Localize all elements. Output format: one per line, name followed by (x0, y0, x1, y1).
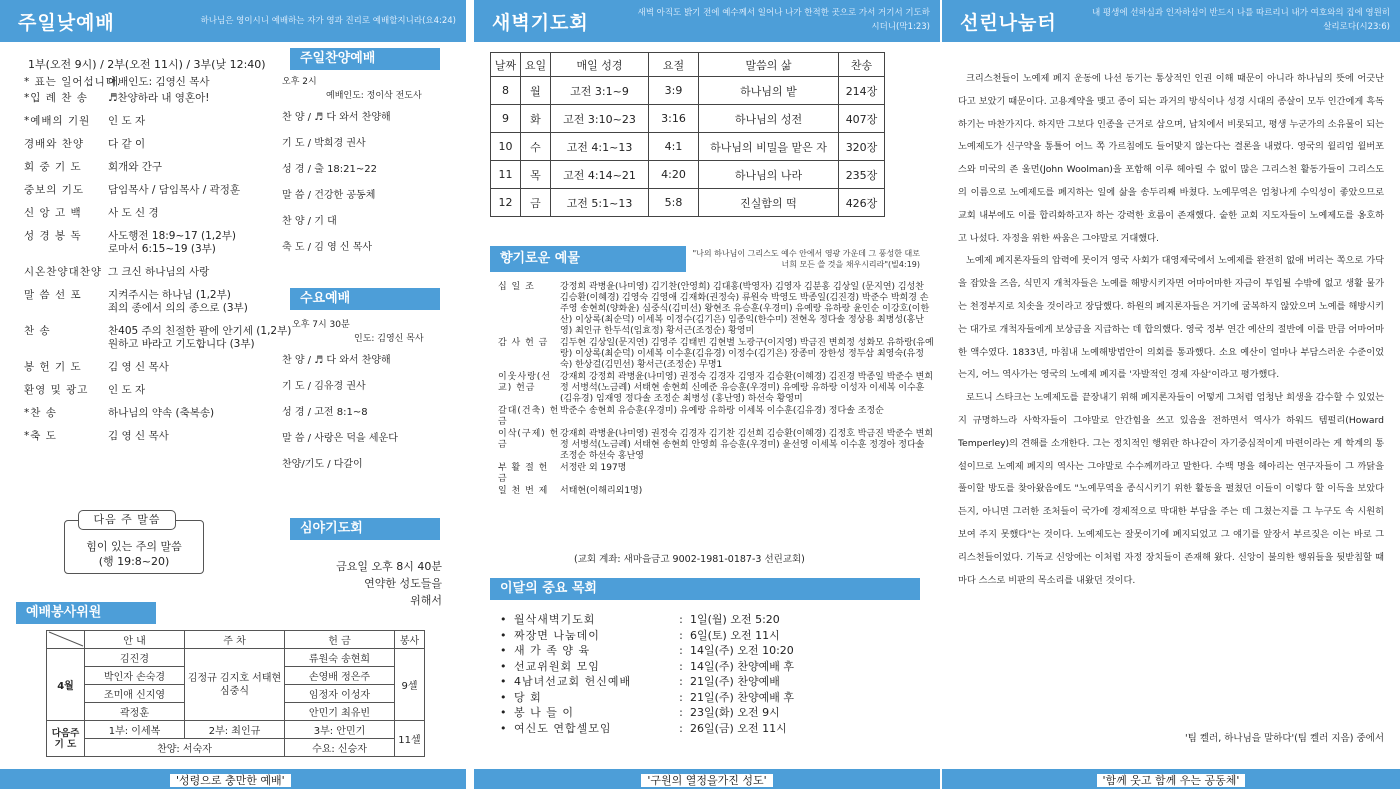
order-value: 예배인도: 김영신 목사 (108, 76, 210, 88)
wednesday-leader: 인도: 김영신 목사 (354, 334, 424, 344)
order-value: 사도행전 18:9~17 (1,2부) (108, 230, 237, 242)
bullet-icon: • (500, 675, 507, 688)
wednesday-line: 말 씀 / 사랑은 덕을 세운다 (282, 433, 398, 444)
bible-verse: 3:9 (649, 77, 699, 105)
colon-separator: : (679, 644, 683, 657)
duty-header-parking: 주 차 (185, 631, 285, 649)
event-date: 1일(월) 오전 5:20 (690, 613, 780, 626)
wednesday-line: 찬양/기도 / 다갈이 (282, 459, 363, 470)
event-date: 21일(주) 찬양예배 (690, 675, 780, 688)
duty-next-serve: 11셀 (395, 721, 425, 757)
bible-date: 8 (491, 77, 521, 105)
duty-guide: 박인자 손숙경 (85, 667, 185, 685)
event-item (500, 612, 900, 628)
events-list (500, 612, 900, 736)
offering-row (494, 372, 934, 405)
event-item (500, 628, 900, 644)
sharing-header (942, 0, 1400, 42)
order-label (24, 243, 108, 266)
order-row (24, 243, 284, 266)
bible-header-reading: 매일 성경 (551, 53, 649, 77)
order-label: 신 앙 고 백 (24, 207, 82, 219)
event-item (500, 659, 900, 675)
order-value: 인 도 자 (108, 384, 146, 396)
worship-order (24, 76, 292, 453)
order-value: 그 크신 하나님의 사랑 (108, 266, 210, 278)
event-name: 여신도 연합셀모임 (514, 721, 612, 735)
offering-row (494, 282, 934, 337)
event-item (500, 705, 900, 721)
order-value: 김 영 신 목사 (108, 361, 169, 373)
offering-label: 부 활 절 헌 금 (498, 463, 549, 484)
event-item (500, 690, 900, 706)
wednesday-line: 성 경 / 고전 8:1~8 (282, 407, 368, 418)
duty-offering: 손영배 정은주 (285, 667, 395, 685)
order-row (24, 384, 284, 407)
bible-verse: 4:20 (649, 161, 699, 189)
bible-date: 9 (491, 105, 521, 133)
night-prayer-text (300, 558, 442, 609)
duty-next-3: 3부: 안민기 (285, 721, 395, 739)
event-date: 14일(주) 오전 10:20 (690, 644, 794, 657)
order-row (24, 361, 284, 384)
bible-date: 12 (491, 189, 521, 217)
order-label: 회 중 기 도 (24, 161, 82, 173)
duty-guide: 조미애 신지영 (85, 685, 185, 703)
offering-row (494, 486, 934, 497)
sunday-worship-title: 주일낮예배 (18, 12, 115, 34)
order-row (24, 338, 284, 361)
offering-label: 십 일 조 (498, 282, 535, 292)
bible-day: 수 (521, 133, 551, 161)
sharing-footer (942, 769, 1400, 789)
event-date: 14일(주) 찬양예배 후 (690, 659, 794, 673)
order-label: *찬 송 (24, 407, 57, 419)
essay-source: '팀 켈러, 하나님을 말하다'(팀 켈러 지음) 중에서 (1185, 733, 1384, 744)
order-row (24, 207, 284, 230)
worship-column (0, 0, 466, 789)
night-prayer-line: 위해서 (410, 594, 442, 607)
bible-reading: 고전 3:1~9 (551, 77, 649, 105)
praise-line: 기 도 / 박희경 권사 (282, 138, 366, 149)
praise-line: 성 경 / 출 18:21~22 (282, 164, 377, 175)
order-row (24, 407, 284, 430)
essay-paragraph: 로드니 스타크는 노예제도를 끝장내기 위해 폐지론자들이 어떻게 그처럼 엄청난 희생을 감수할 수 있었는지 규명하느라 사학자들이 그야말로 안간힘을 쓰고 있음을 전하면서 역사가 하워드 템펄리(Howard Temperley)의 견해를 소개한다. 그는 정치적인 행위란 하나같이 자기중심적이게 마련이라는 게 학계의 통설이므로 노예제 폐지의 역사는 그야말로 수수께끼라고 말한다. 수백 명을 헤아리는 연구자들이 그 까닭을 풀이할 방도를 찾아왔음에도 "노예무역을 종식시키기 위한 활동을 펼쳤던 이들이 이렇다 할 이득을 보았다든지, 아니면 그러한 조처들이 국가에 경제적으로 막대한 부담을 주는 데 그쳤는지를 그 누구도 속 시원히 보여 주지 못했다"는 것이다. 노예제도는 잘못이기에 폐지되었고 그 얘기를 앞장서 부르짖은 이는 바로 그리스천들이었다. 기독교 신앙에는 이처럼 자정 장치들이 존재해 왔다. 신앙이 불의한 행위들을 뒷받침할 때마다 스스로 비판의 목소리를 내왔던 것이다. (958, 392, 1384, 586)
offering-list (494, 282, 934, 498)
order-value: 지켜주시는 하나님 (1,2부) (108, 289, 231, 301)
sharing-slogan: '함께 웃고 함께 우는 공동체' (1097, 774, 1246, 787)
order-value: 인 도 자 (108, 115, 146, 127)
order-row (24, 430, 284, 453)
bible-table-header (491, 53, 885, 77)
praise-leader: 예배인도: 정이삭 전도사 (326, 91, 422, 101)
colon-separator: : (679, 628, 683, 642)
wednesday-line: 기 도 / 김유경 권사 (282, 381, 366, 392)
event-name: 월삭새벽기도회 (514, 613, 596, 626)
bible-verse: 4:1 (649, 133, 699, 161)
bullet-icon: • (500, 721, 507, 735)
bible-hymn: 214장 (839, 77, 885, 105)
order-label: 환영 및 광고 (24, 384, 89, 396)
sharing-verse: 내 평생에 선하심과 인자하심이 반드시 나를 따르리니 내가 여호와의 집에 영원히 살리로다(시23:6) (1092, 8, 1390, 32)
order-label: 찬 송 (24, 325, 51, 337)
offering-row (494, 338, 934, 371)
order-row (24, 266, 284, 289)
event-date: 26일(금) 오전 11시 (690, 721, 787, 735)
bullet-icon: • (500, 644, 507, 657)
duty-offering: 안민기 최유빈 (285, 703, 395, 721)
bible-day: 월 (521, 77, 551, 105)
bible-date: 11 (491, 161, 521, 189)
bible-hymn: 235장 (839, 161, 885, 189)
essay-body (958, 68, 1384, 592)
church-account: (교회 계좌: 새마을금고 9002-1981-0187-3 선린교회) (574, 554, 805, 565)
order-value: 죄의 종에서 의의 종으로 (3부) (108, 302, 248, 314)
offering-names: 서태현(이해리외1명) (560, 486, 643, 496)
bible-reading: 고전 4:1~13 (551, 133, 649, 161)
order-label: *축 도 (24, 430, 57, 442)
praise-time: 오후 2시 (282, 77, 317, 87)
colon-separator: : (679, 706, 683, 719)
duty-guide: 곽정훈 (85, 703, 185, 721)
event-name: 새 가 족 양 육 (514, 644, 591, 657)
event-name: 선교위원회 모임 (514, 659, 600, 673)
duty-month: 4월 (47, 649, 85, 721)
wednesday-time: 오후 7시 30분 (292, 320, 350, 330)
praise-line: 축 도 / 김 영 신 목사 (282, 242, 373, 253)
bullet-icon: • (500, 706, 507, 719)
bible-header-hymn: 찬송 (839, 53, 885, 77)
essay-paragraph: 크리스천들이 노예제 폐지 운동에 나선 동기는 통상적인 인권 이해 때문이 아니라 하나님의 뜻에 어긋난다고 보았기 때문이다. 고용계약을 맺고 종이 되는 과거의 방식이나 성경 시대의 종살이 모두 인간에게 흑독하기는 마찬가지다. 하지만 그보다 인종을 근거로 삼으며, 납치에서 비롯되고, 평생 누군가의 소유물이 되는 노예제도가 신구약을 통틀어 어느 쪽 가르침에도 들어맞지 않는다는 결론을 내렸다. 영국의 윌리엄 윌버포스와 미국의 존 울먼(John Woolman)을 포함해 이루 헤아릴 수 없이 많은 그리스천 활동가들이 그리스도의 이름으로 노예제도를 폐지하는 일에 삶을 송두리째 바쳤다. 노예무역은 엄청나게 수익성이 좋았으므로 교회 내부에도 이를 합리화하고자 하는 강력한 흐름이 존재했다. 숱한 교회 지도자들이 노예제도를 옹호하고 나섰다. 자정을 위한 싸움은 그야말로 거대했다. (958, 73, 1384, 244)
colon-separator: : (679, 690, 683, 704)
event-item (500, 643, 900, 659)
duty-next-4: 찬양: 서숙자 (85, 739, 285, 757)
colon-separator: : (679, 675, 683, 688)
bible-day: 목 (521, 161, 551, 189)
sharing-column (942, 0, 1400, 789)
sharing-title: 선린나눔터 (960, 12, 1057, 34)
offering-names: 김두현 김상일(문지연) 김영주 김태빈 김현별 노광구(이지영) 박금진 변희정 성화모 유하랑(유예랑) 이상록(최순덕) 이세복 이수훈(김유경) 이정수(김기은) 장종미 장한성 정두삼 최영숙(유정숙) 한상걸(김민선) 황서근(조정순) 무명1 (560, 338, 934, 370)
next-week-ref: (행 19:8~20) (98, 555, 170, 568)
offering-row (494, 463, 934, 485)
event-item (500, 721, 900, 737)
offering-row (494, 406, 934, 428)
bible-header-day: 요일 (521, 53, 551, 77)
night-prayer-line: 금요일 오후 8시 40분 (336, 560, 442, 573)
event-name: 4남녀선교회 헌신예배 (514, 675, 632, 688)
offering-label: 일 천 번 제 (498, 486, 549, 496)
bible-hymn: 320장 (839, 133, 885, 161)
order-row (24, 138, 284, 161)
duty-head: 예배봉사위원 (16, 602, 156, 624)
bible-word: 하나님의 성전 (699, 105, 839, 133)
praise-worship-head: 주일찬양예배 (290, 48, 440, 70)
praise-worship-block (282, 74, 462, 264)
praise-line: 말 씀 / 건강한 공동체 (282, 190, 376, 201)
order-label: 봉 헌 기 도 (24, 361, 82, 373)
order-value: 사 도 신 경 (108, 207, 159, 219)
bullet-icon: • (500, 613, 507, 626)
colon-separator: : (679, 659, 683, 673)
duty-header-serve: 봉사 (395, 631, 425, 649)
event-item (500, 674, 900, 690)
order-row (24, 76, 284, 92)
service-times: 1부(오전 9시) / 2부(오전 11시) / 3부(낮 12:40) (28, 58, 266, 71)
order-value: 로마서 6:15~19 (3부) (108, 243, 216, 255)
bible-hymn: 407장 (839, 105, 885, 133)
next-week-title: 다음 주 말씀 (78, 510, 176, 530)
bible-reading: 고전 3:10~23 (551, 105, 649, 133)
order-row (24, 115, 284, 138)
order-value: 담임목사 / 담임목사 / 곽정훈 (108, 184, 240, 196)
bible-row (491, 105, 885, 133)
order-label: * 표는 일어섭니다. (24, 76, 122, 88)
duty-serve: 9셀 (395, 649, 425, 721)
order-label: *입 례 찬 송 (24, 92, 88, 104)
order-label: 시온찬양대찬양 (24, 266, 103, 278)
praise-line: 찬 양 / ♬ 다 와서 찬양해 (282, 112, 391, 123)
order-row (24, 184, 284, 207)
bible-word: 진실함의 떡 (699, 189, 839, 217)
order-value: 회개와 간구 (108, 161, 163, 173)
bible-reading: 고전 4:14~21 (551, 161, 649, 189)
bible-date: 10 (491, 133, 521, 161)
bible-row (491, 189, 885, 217)
sunday-worship-verse: 하나님은 영이시니 예배하는 자가 영과 진리로 예배할지니라(요4:24) (200, 16, 456, 26)
bible-word: 하나님의 밭 (699, 77, 839, 105)
bible-header-date: 날짜 (491, 53, 521, 77)
bible-verse: 3:16 (649, 105, 699, 133)
bullet-icon: • (500, 659, 507, 673)
events-head: 이달의 중요 목회 (490, 578, 920, 600)
bible-word: 하나님의 비밀을 맡은 자 (699, 133, 839, 161)
dawn-slogan: '구원의 열정을가진 성도' (641, 774, 772, 787)
offering-label: 이삭(구제) 헌금 (498, 429, 560, 450)
order-label: 성 경 봉 독 (24, 230, 82, 242)
bible-hymn: 426장 (839, 189, 885, 217)
offering-label: 이웃사랑(선교) 헌금 (498, 372, 551, 393)
event-name: 당 회 (514, 690, 542, 704)
offering-row (494, 429, 934, 462)
event-date: 6일(토) 오전 11시 (690, 628, 780, 642)
duty-offering: 류원숙 송현희 (285, 649, 395, 667)
duty-corner (47, 631, 85, 649)
worship-slogan: '성령으로 충만한 예배' (170, 774, 291, 787)
colon-separator: : (679, 721, 683, 735)
event-name: 짜장면 나눔데이 (514, 628, 600, 642)
duty-guide: 김진경 (85, 649, 185, 667)
bible-row (491, 77, 885, 105)
wednesday-worship-block (282, 317, 462, 481)
offering-label: 갈대(건축) 헌금 (498, 406, 560, 427)
dawn-prayer-title: 새벽기도회 (492, 12, 589, 34)
bible-word: 하나님의 나라 (699, 161, 839, 189)
praise-line: 찬 양 / 기 대 (282, 216, 337, 227)
praise-lines (282, 108, 462, 264)
order-value: 찬405 주의 친절한 팔에 안기세 (1,2부) (108, 325, 292, 337)
wednesday-worship-head: 수요예배 (290, 288, 440, 310)
colon-separator: : (679, 613, 683, 626)
duty-parking: 김정규 김지호 서태현 심중식 (185, 649, 285, 721)
order-value: 다 같 이 (108, 138, 146, 150)
dawn-footer (474, 769, 940, 789)
duty-next-2: 2부: 최인규 (185, 721, 285, 739)
offering-label: 감 사 헌 금 (498, 338, 549, 348)
wednesday-lines (282, 351, 462, 481)
bullet-icon: • (500, 628, 507, 642)
sunday-worship-header (0, 0, 466, 42)
dawn-prayer-header (474, 0, 940, 42)
duty-next-5: 수요: 신승자 (285, 739, 395, 757)
duty-header-offering: 헌 금 (285, 631, 395, 649)
order-value: 원하고 바라고 기도합니다 (3부) (108, 338, 255, 350)
worship-footer (0, 769, 466, 789)
wednesday-line: 찬 양 / ♬ 다 와서 찬양해 (282, 355, 391, 366)
duty-next-1: 1부: 이세복 (85, 721, 185, 739)
offering-names: 박준수 송현희 유승훈(우경미) 유예랑 유하랑 이세복 이수훈(김유경) 정다솔 조정순 (560, 406, 884, 416)
offering-names: 강재희 강정희 곽병윤(나미영) 권정숙 김경자 김영자 김승환(이혜경) 김진경 박종일 박준수 변희정 서병석(노금례) 서태현 송현희 신예준 유승훈(우경미) 유예랑 유하랑 이성자 이세복 이수훈(김유경) 임재영 정다솔 조정순 최병성 (홍난영) 하선숙 황영미 (560, 372, 934, 404)
duty-header-guide: 안 내 (85, 631, 185, 649)
dawn-prayer-verse: 새벽 아직도 밝기 전에 예수께서 일어나 나가 한적한 곳으로 가서 거기서 기도하시더니(막1:23) (637, 8, 930, 32)
daily-bible-table (490, 52, 885, 217)
order-value: 김 영 신 목사 (108, 430, 169, 442)
offering-names: 강재희 곽병윤(나미영) 권정숙 김경자 김기찬 김선희 김승환(이혜경) 김정호 박금진 박준수 변희정 서병석(노금례) 서태현 송현희 안영희 유승훈(우경미) 윤선영 이세복 이수훈 정경아 정다솔 조정순 하선숙 홍난영 (560, 429, 934, 461)
bullet-icon: • (500, 690, 507, 704)
order-value: 하나님의 약속 (축복송) (108, 407, 215, 419)
order-label: *예배의 기원 (24, 115, 91, 127)
event-date: 21일(주) 찬양예배 후 (690, 690, 794, 704)
order-row (24, 161, 284, 184)
bible-header-word: 말씀의 삶 (699, 53, 839, 77)
bible-verse: 5:8 (649, 189, 699, 217)
order-label: 말 씀 선 포 (24, 289, 82, 301)
event-date: 23일(화) 오전 9시 (690, 706, 780, 719)
offering-head: 향기로운 예물 (490, 246, 686, 272)
duty-offering: 임정자 이성자 (285, 685, 395, 703)
essay-paragraph: 노예제 폐지론자들의 압력에 못이겨 영국 사회가 대영제국에서 노예제를 완전히 없애 버리는 쪽으로 가닥을 잡았을 즈음, 식민지 개척자들은 노예를 해방시키자면 어마어마한 자금이 투입될 수밖에 없고 생활 물가는 천정부지로 치솟을 것이라고 장담했다. 하원의 폐지론자들은 거기에 굴복하지 않았으며 노예를 해방시키는 대가로 개척자들에게 보상금을 지급하는 데 합의했다. 영국 정부 연간 예산의 절반에 이를 만큼 어마어마한 액수였다. 1833년, 마침내 노예해방법안이 의회를 통과했다. 소요 예산이 얼마나 부담스러운 수준이었는지, 어느 역사가는 영국의 노예제 폐지를 '자발적인 경제 자살'이라고 평가했다. (958, 255, 1384, 381)
order-label: 경배와 찬양 (24, 138, 85, 150)
order-label (24, 302, 108, 325)
order-value: ♬찬양하라 내 영혼아! (108, 92, 210, 104)
bible-reading: 고전 5:1~13 (551, 189, 649, 217)
order-row (24, 302, 284, 325)
bible-header-verse: 요절 (649, 53, 699, 77)
dawn-prayer-column (474, 0, 940, 789)
diagonal-line-icon (47, 631, 85, 647)
event-name: 봉 나 들 이 (514, 706, 574, 719)
order-label (24, 338, 108, 361)
night-prayer-line: 연약한 성도들을 (364, 577, 442, 590)
bible-day: 금 (521, 189, 551, 217)
bible-row (491, 161, 885, 189)
offering-verse: "나의 하나님이 그리스도 예수 안에서 영광 가운데 그 풍성한 대로 너희 모든 쓸 것을 채우시리라"(빌4:19) (692, 249, 920, 269)
order-row (24, 92, 284, 115)
next-week-text: 힘이 있는 주의 말씀 (86, 540, 182, 553)
duty-next-label: 다음주 기 도 (47, 721, 85, 757)
bible-row (491, 133, 885, 161)
bible-day: 화 (521, 105, 551, 133)
night-prayer-head: 심야기도회 (290, 518, 440, 540)
order-label: 중보의 기도 (24, 184, 85, 196)
offering-names: 서정란 외 197명 (560, 463, 627, 473)
duty-table (46, 630, 425, 757)
offering-names: 강정희 곽병윤(나미영) 김기찬(안영희) 김대홍(박영자) 김영자 김분홍 김상일 (문지연) 김성찬 김승환(이혜경) 김영숙 김영애 김재화(권정숙) 류원숙 박영도 박종일(김진경) 박준수 박희경 손주영 송현희(양화윤) 심중식(김미선) 왕현조 유승훈(우경미) 유예랑 유하랑 윤인순 이강호(이한산) 이상록(최순덕) 이세복 이정수(김기은) 임종익(한수미) 전현옥 정다솔 정상용 최병성(홍난영) 최인규 한두석(임효정) 황서근(조정순) 황영미 (560, 282, 930, 336)
